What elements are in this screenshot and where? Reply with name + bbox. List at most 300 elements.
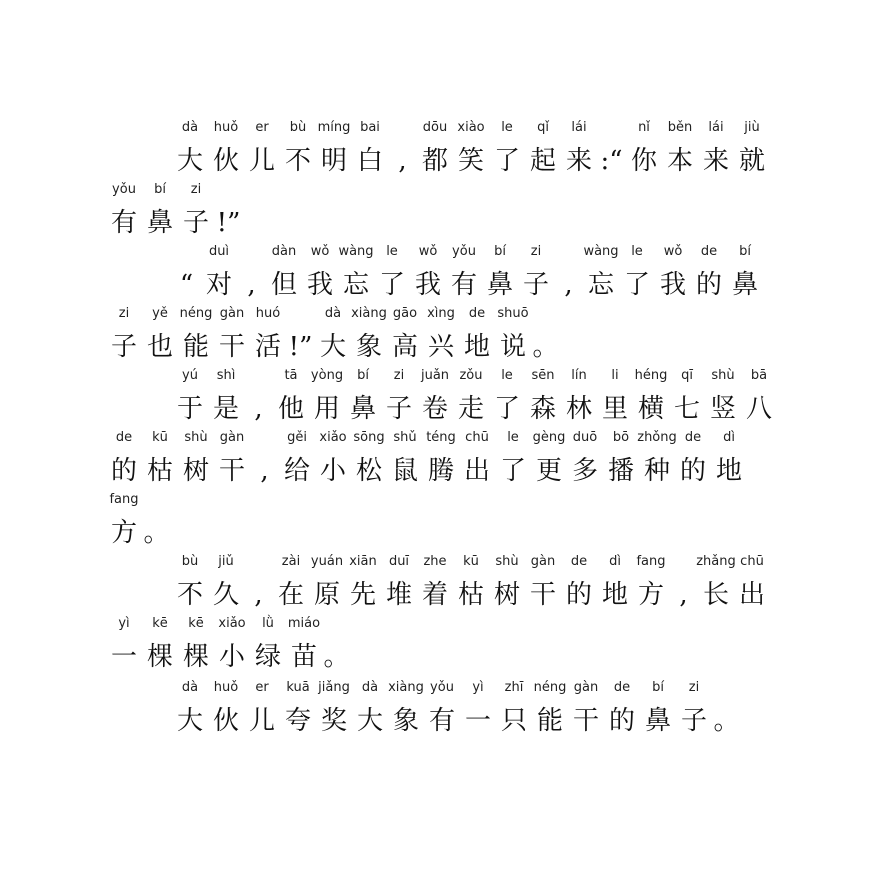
pinyin: zhī <box>504 680 524 695</box>
hanzi-unit <box>662 120 698 178</box>
punctuation-unit <box>531 306 560 364</box>
pinyin: fang <box>636 554 666 569</box>
hanzi-unit <box>489 368 525 426</box>
hanzi-unit <box>172 680 208 738</box>
pinyin: dà <box>181 120 199 135</box>
hanzi: 出 <box>738 580 765 610</box>
hanzi-unit <box>172 368 208 426</box>
pinyin: bù <box>289 120 307 135</box>
punctuation-unit <box>244 554 273 612</box>
hanzi: 大 <box>356 706 383 736</box>
pinyin: zhe <box>423 554 447 569</box>
hanzi-unit <box>417 554 453 612</box>
hanzi-unit <box>525 554 561 612</box>
pinyin: zi <box>688 680 700 695</box>
hanzi: 子 <box>385 394 412 424</box>
pinyin: dōu <box>422 120 448 135</box>
pinyin: lín <box>571 368 587 383</box>
pinyin: gèng <box>532 430 566 445</box>
pinyin: bí <box>357 368 369 383</box>
hanzi-unit <box>561 120 597 178</box>
hanzi-unit <box>345 554 381 612</box>
pinyin: kē <box>188 616 204 631</box>
hanzi-unit <box>214 306 250 364</box>
pinyin: yǒu <box>430 680 454 695</box>
hanzi: 堆 <box>385 580 412 610</box>
hanzi: 松 <box>355 456 382 486</box>
hanzi-unit <box>273 368 309 426</box>
pinyin: yì <box>472 680 484 695</box>
pinyin: kē <box>152 616 168 631</box>
hanzi: 横 <box>637 394 664 424</box>
hanzi-unit <box>316 120 352 178</box>
hanzi: 起 <box>529 146 556 176</box>
hanzi: 。 <box>532 332 559 362</box>
pinyin: huǒ <box>213 120 239 135</box>
hanzi-unit <box>734 120 770 178</box>
hanzi-unit <box>351 306 387 364</box>
text-line <box>172 244 763 302</box>
hanzi-unit <box>178 306 214 364</box>
hanzi-unit <box>655 244 691 302</box>
hanzi-unit <box>417 368 453 426</box>
hanzi-unit <box>106 182 142 240</box>
hanzi: 。 <box>323 642 350 672</box>
punctuation-unit <box>322 616 351 674</box>
pinyin: dàn <box>271 244 297 259</box>
hanzi: 了 <box>493 146 520 176</box>
hanzi: 里 <box>601 394 628 424</box>
hanzi-unit <box>410 244 446 302</box>
pinyin: gěi <box>287 430 307 445</box>
hanzi: 活 <box>254 332 281 362</box>
hanzi-unit <box>172 120 208 178</box>
punctuation-unit <box>286 306 315 364</box>
text-line <box>106 182 243 240</box>
pinyin: juǎn <box>420 368 450 383</box>
pinyin: chū <box>740 554 764 569</box>
hanzi: 他 <box>277 394 304 424</box>
hanzi-unit <box>250 306 286 364</box>
hanzi: 一 <box>464 706 491 736</box>
hanzi-unit <box>597 554 633 612</box>
hanzi: 干 <box>529 580 556 610</box>
hanzi-unit <box>698 120 734 178</box>
pinyin: tā <box>284 368 298 383</box>
hanzi: 鼻 <box>146 208 173 238</box>
pinyin: dà <box>181 680 199 695</box>
hanzi: 是 <box>212 394 239 424</box>
pinyin: míng <box>317 120 351 135</box>
pinyin: kū <box>152 430 168 445</box>
pinyin: yǒu <box>452 244 476 259</box>
hanzi: 的 <box>608 706 635 736</box>
hanzi: 了 <box>499 456 526 486</box>
pinyin: bai <box>360 120 380 135</box>
pinyin: jiǎng <box>318 680 350 695</box>
hanzi: 出 <box>463 456 490 486</box>
hanzi: 久 <box>212 580 239 610</box>
hanzi-unit <box>214 430 250 488</box>
pinyin: gàn <box>219 430 245 445</box>
hanzi-unit <box>142 182 178 240</box>
hanzi: 的 <box>695 270 722 300</box>
hanzi: 鼠 <box>391 456 418 486</box>
pinyin: fang <box>109 492 139 507</box>
pinyin: sēn <box>531 368 555 383</box>
hanzi-unit <box>741 368 777 426</box>
hanzi: 森 <box>529 394 556 424</box>
pinyin: jiǔ <box>218 554 234 569</box>
pinyin: huǒ <box>213 680 239 695</box>
hanzi: 大 <box>176 706 203 736</box>
hanzi: 一 <box>110 642 137 672</box>
pinyin: yě <box>152 306 168 321</box>
hanzi: 伙 <box>212 146 239 176</box>
hanzi: 本 <box>666 146 693 176</box>
hanzi: 播 <box>607 456 634 486</box>
hanzi-unit <box>561 368 597 426</box>
hanzi-unit <box>352 680 388 738</box>
pinyin: xiān <box>349 554 377 569</box>
text-line <box>106 492 171 550</box>
pinyin: sōng <box>353 430 385 445</box>
hanzi: 对 <box>205 270 232 300</box>
pinyin: le <box>501 368 513 383</box>
pinyin: de <box>613 680 631 695</box>
pinyin: duì <box>208 244 230 259</box>
hanzi-unit <box>676 680 712 738</box>
punctuation-unit <box>237 244 266 302</box>
hanzi-unit <box>178 430 214 488</box>
hanzi: 干 <box>218 332 245 362</box>
hanzi: 夸 <box>284 706 311 736</box>
hanzi-unit <box>208 554 244 612</box>
hanzi-unit <box>315 306 351 364</box>
hanzi-unit <box>106 616 142 674</box>
hanzi: 说 <box>499 332 526 362</box>
pinyin: nǐ <box>638 120 650 135</box>
pinyin: kū <box>463 554 479 569</box>
pinyin: zi <box>118 306 130 321</box>
hanzi-unit <box>142 306 178 364</box>
hanzi-unit <box>208 368 244 426</box>
hanzi: 树 <box>493 580 520 610</box>
hanzi-unit <box>280 120 316 178</box>
hanzi: :“ <box>600 146 623 176</box>
pinyin: wàng <box>338 244 374 259</box>
pinyin: héng <box>634 368 668 383</box>
hanzi: “ <box>179 270 194 300</box>
hanzi-unit <box>338 244 374 302</box>
hanzi-unit <box>453 120 489 178</box>
hanzi: 用 <box>313 394 340 424</box>
pinyin: bí <box>739 244 751 259</box>
hanzi-unit <box>482 244 518 302</box>
hanzi: 腾 <box>427 456 454 486</box>
hanzi: 能 <box>536 706 563 736</box>
pinyin: yǒu <box>112 182 136 197</box>
punctuation-unit <box>244 368 273 426</box>
hanzi-unit <box>525 368 561 426</box>
punctuation-unit <box>669 554 698 612</box>
hanzi: , <box>398 146 407 176</box>
hanzi-unit <box>244 680 280 738</box>
hanzi-unit <box>266 244 302 302</box>
pinyin: běn <box>667 120 693 135</box>
hanzi: 就 <box>738 146 765 176</box>
hanzi-unit <box>387 306 423 364</box>
hanzi-unit <box>583 244 619 302</box>
punctuation-unit <box>597 120 626 178</box>
hanzi: 白 <box>356 146 383 176</box>
pinyin: lái <box>708 120 724 135</box>
pinyin: yuán <box>310 554 344 569</box>
hanzi: 先 <box>349 580 376 610</box>
hanzi-unit <box>639 430 675 488</box>
hanzi-unit <box>172 554 208 612</box>
hanzi: 子 <box>182 208 209 238</box>
hanzi-unit <box>691 244 727 302</box>
hanzi-unit <box>698 554 734 612</box>
pinyin: wǒ <box>418 244 438 259</box>
hanzi-unit <box>495 306 531 364</box>
pinyin: le <box>631 244 643 259</box>
pinyin: shuō <box>497 306 529 321</box>
hanzi: 的 <box>565 580 592 610</box>
hanzi-unit <box>453 554 489 612</box>
hanzi-unit <box>711 430 747 488</box>
hanzi-unit <box>208 120 244 178</box>
hanzi-unit <box>423 306 459 364</box>
hanzi-unit <box>309 368 345 426</box>
hanzi: 鼻 <box>349 394 376 424</box>
pinyin: bō <box>612 430 630 445</box>
pinyin: bí <box>494 244 506 259</box>
pinyin: miáo <box>287 616 321 631</box>
hanzi-unit <box>208 680 244 738</box>
hanzi: 能 <box>182 332 209 362</box>
hanzi: 奖 <box>320 706 347 736</box>
hanzi: 子 <box>110 332 137 362</box>
hanzi: 走 <box>457 394 484 424</box>
pinyin: zǒu <box>459 368 483 383</box>
hanzi: 都 <box>421 146 448 176</box>
hanzi: 有 <box>110 208 137 238</box>
pinyin: gāo <box>392 306 418 321</box>
hanzi: 八 <box>745 394 772 424</box>
hanzi-unit <box>106 492 142 550</box>
hanzi-unit <box>459 306 495 364</box>
hanzi: 象 <box>355 332 382 362</box>
hanzi-unit <box>387 430 423 488</box>
pinyin: dà <box>324 306 342 321</box>
hanzi: 着 <box>421 580 448 610</box>
punctuation-unit <box>172 244 201 302</box>
pinyin: lái <box>571 120 587 135</box>
hanzi-unit <box>316 680 352 738</box>
hanzi: 鼻 <box>731 270 758 300</box>
punctuation-unit <box>712 680 741 738</box>
hanzi-unit <box>417 120 453 178</box>
hanzi-unit <box>619 244 655 302</box>
hanzi: 七 <box>673 394 700 424</box>
hanzi: 苗 <box>290 642 317 672</box>
hanzi: 笑 <box>457 146 484 176</box>
hanzi: 枯 <box>146 456 173 486</box>
text-line <box>172 368 777 426</box>
hanzi: 你 <box>630 146 657 176</box>
pinyin: duī <box>388 554 410 569</box>
hanzi-unit <box>374 244 410 302</box>
hanzi: 鼻 <box>486 270 513 300</box>
hanzi-unit <box>518 244 554 302</box>
pinyin: dì <box>723 430 735 445</box>
hanzi: 大 <box>176 146 203 176</box>
hanzi: 竖 <box>709 394 736 424</box>
pinyin: le <box>386 244 398 259</box>
pinyin: zi <box>190 182 202 197</box>
punctuation-unit <box>554 244 583 302</box>
hanzi-unit <box>633 554 669 612</box>
hanzi-unit <box>423 430 459 488</box>
pinyin: shù <box>184 430 208 445</box>
hanzi-unit <box>705 368 741 426</box>
pinyin: yòng <box>310 368 344 383</box>
hanzi-unit <box>489 120 525 178</box>
pinyin: er <box>255 120 269 135</box>
pinyin: shù <box>495 554 519 569</box>
hanzi-unit <box>424 680 460 738</box>
punctuation-unit <box>250 430 279 488</box>
hanzi: 小 <box>319 456 346 486</box>
hanzi: 明 <box>320 146 347 176</box>
pinyin: néng <box>533 680 567 695</box>
hanzi-unit <box>567 430 603 488</box>
hanzi-unit <box>734 554 770 612</box>
hanzi: 也 <box>146 332 173 362</box>
hanzi-unit <box>597 368 633 426</box>
pinyin: xiào <box>457 120 485 135</box>
pinyin: le <box>501 120 513 135</box>
hanzi-unit <box>106 306 142 364</box>
hanzi-unit <box>351 430 387 488</box>
hanzi-unit <box>381 368 417 426</box>
hanzi: 林 <box>565 394 592 424</box>
pinyin: de <box>684 430 702 445</box>
hanzi: 方 <box>637 580 664 610</box>
hanzi-unit <box>309 554 345 612</box>
text-line <box>106 616 351 674</box>
hanzi: 地 <box>715 456 742 486</box>
hanzi-unit <box>178 182 214 240</box>
pinyin: bí <box>652 680 664 695</box>
hanzi: 枯 <box>457 580 484 610</box>
pinyin: de <box>468 306 486 321</box>
hanzi-unit <box>286 616 322 674</box>
pinyin: jiù <box>744 120 760 135</box>
hanzi-unit <box>201 244 237 302</box>
punctuation-unit <box>388 120 417 178</box>
hanzi: 于 <box>176 394 203 424</box>
pinyin: yú <box>182 368 198 383</box>
hanzi: 儿 <box>248 146 275 176</box>
hanzi: !” <box>216 208 241 238</box>
hanzi-unit <box>675 430 711 488</box>
hanzi: 我 <box>306 270 333 300</box>
hanzi: 棵 <box>182 642 209 672</box>
pinyin: gàn <box>219 306 245 321</box>
pinyin: li <box>611 368 619 383</box>
hanzi: , <box>254 394 263 424</box>
pinyin: wǒ <box>663 244 683 259</box>
hanzi: 鼻 <box>644 706 671 736</box>
hanzi-unit <box>142 616 178 674</box>
hanzi: 更 <box>535 456 562 486</box>
hanzi: 干 <box>572 706 599 736</box>
hanzi-unit <box>640 680 676 738</box>
pinyin: zi <box>393 368 405 383</box>
hanzi-unit <box>178 616 214 674</box>
pinyin: bí <box>154 182 166 197</box>
hanzi: 子 <box>680 706 707 736</box>
pinyin: shì <box>216 368 236 383</box>
pinyin: de <box>570 554 588 569</box>
hanzi: 只 <box>500 706 527 736</box>
hanzi: 。 <box>143 518 170 548</box>
text-line <box>172 554 770 612</box>
hanzi-unit <box>345 368 381 426</box>
hanzi: 在 <box>277 580 304 610</box>
hanzi: 地 <box>463 332 490 362</box>
hanzi-unit <box>633 368 669 426</box>
hanzi-unit <box>388 680 424 738</box>
hanzi-unit <box>279 430 315 488</box>
hanzi: 但 <box>270 270 297 300</box>
pinyin: de <box>700 244 718 259</box>
hanzi-unit <box>302 244 338 302</box>
hanzi-unit <box>727 244 763 302</box>
hanzi-unit <box>459 430 495 488</box>
pinyin: kuā <box>286 680 310 695</box>
hanzi-unit <box>446 244 482 302</box>
pinyin: shǔ <box>393 430 417 445</box>
pinyin: gàn <box>573 680 599 695</box>
hanzi-unit <box>495 430 531 488</box>
hanzi: 象 <box>392 706 419 736</box>
hanzi: 地 <box>601 580 628 610</box>
hanzi: 小 <box>218 642 245 672</box>
hanzi-unit <box>626 120 662 178</box>
hanzi: 原 <box>313 580 340 610</box>
pinyin: gàn <box>530 554 556 569</box>
hanzi: 棵 <box>146 642 173 672</box>
hanzi-unit <box>496 680 532 738</box>
pinyin: qǐ <box>537 120 549 135</box>
hanzi: 来 <box>702 146 729 176</box>
pinyin: dà <box>361 680 379 695</box>
pinyin: wàng <box>583 244 619 259</box>
hanzi-unit <box>604 680 640 738</box>
pinyin: wǒ <box>310 244 330 259</box>
pinyin: le <box>507 430 519 445</box>
pinyin: shù <box>711 368 735 383</box>
pinyin: yì <box>118 616 130 631</box>
hanzi: 忘 <box>587 270 614 300</box>
hanzi-unit <box>568 680 604 738</box>
hanzi: 不 <box>176 580 203 610</box>
hanzi: , <box>254 580 263 610</box>
